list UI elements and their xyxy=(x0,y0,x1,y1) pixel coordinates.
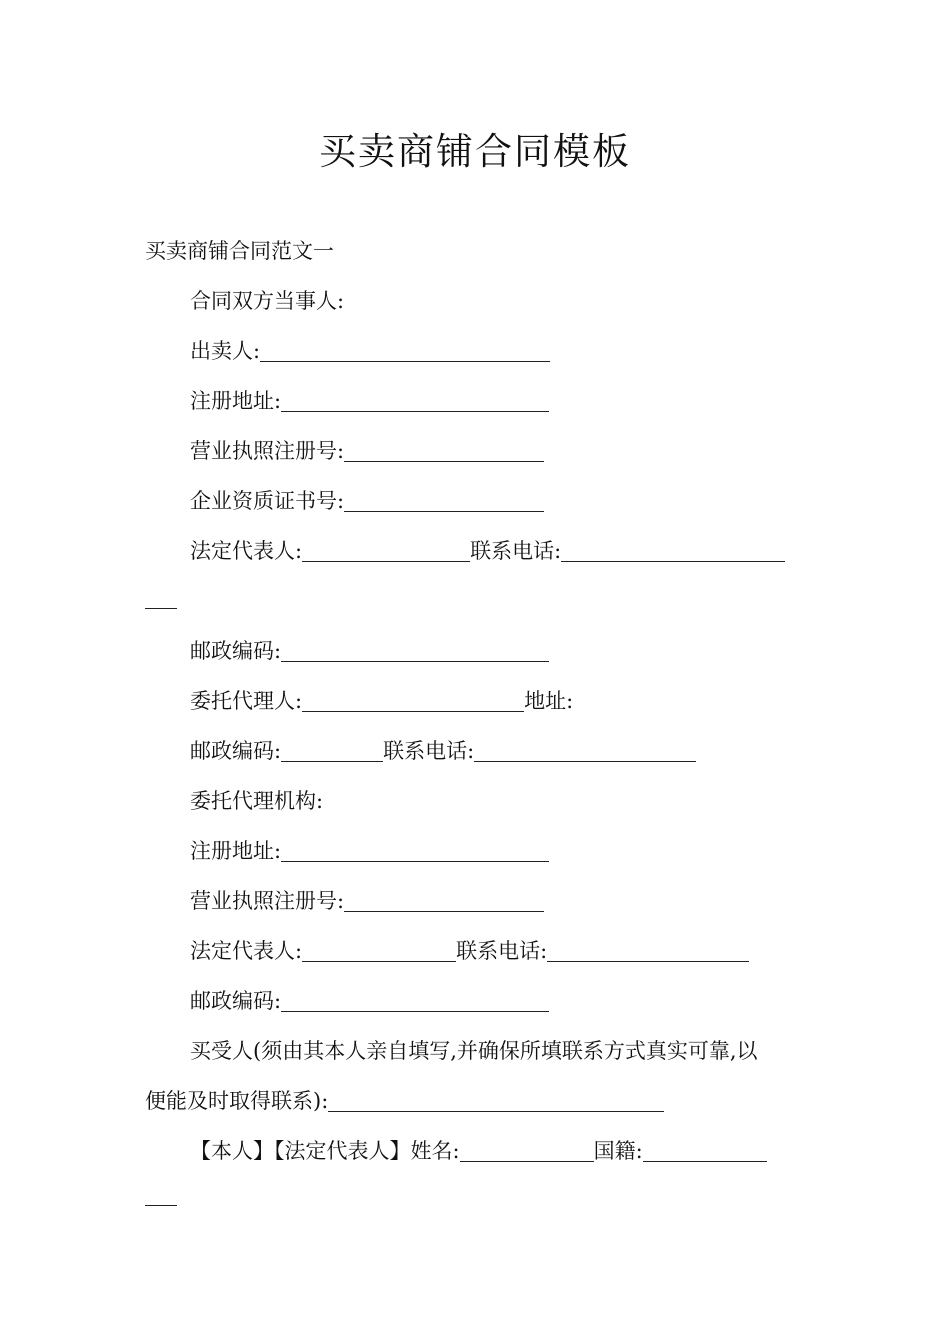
agency-line xyxy=(190,786,323,816)
parties-label: 合同双方当事人: xyxy=(190,289,345,313)
nationality-label: 国籍: xyxy=(593,1139,643,1163)
qualification-line xyxy=(190,486,544,516)
postcode-blank[interactable] xyxy=(281,989,549,1012)
address-label: 地址: xyxy=(524,689,574,713)
contact-phone-label: 联系电话: xyxy=(383,739,475,763)
legal-rep-line-1 xyxy=(190,536,785,566)
buyer-blank[interactable] xyxy=(328,1089,664,1112)
qualification-label: 企业资质证书号: xyxy=(190,489,345,513)
parties-line xyxy=(190,286,344,316)
postcode-label: 邮政编码: xyxy=(190,989,282,1013)
contact-phone-blank[interactable] xyxy=(547,939,749,962)
postcode-line-2 xyxy=(190,736,696,766)
license-no-line-2 xyxy=(190,886,544,916)
legal-rep-line-2 xyxy=(190,936,749,966)
document-title: 买卖商铺合同模板 xyxy=(319,130,631,173)
buyer-line-2 xyxy=(145,1086,664,1116)
reg-addr-label: 注册地址: xyxy=(190,839,282,863)
postcode-line-3 xyxy=(190,986,549,1016)
nationality-blank[interactable] xyxy=(643,1139,767,1162)
reg-addr-blank[interactable] xyxy=(281,389,549,412)
agent-label: 委托代理人: xyxy=(190,689,303,713)
contact-phone-label: 联系电话: xyxy=(456,939,548,963)
agency-label: 委托代理机构: xyxy=(190,789,324,813)
legal-rep-blank[interactable] xyxy=(302,939,456,962)
legal-rep-blank[interactable] xyxy=(302,539,470,562)
blank-continuation xyxy=(145,1205,177,1206)
legal-rep-label: 法定代表人: xyxy=(190,939,303,963)
postcode-blank[interactable] xyxy=(281,639,549,662)
postcode-label: 邮政编码: xyxy=(190,639,282,663)
postcode-label: 邮政编码: xyxy=(190,739,282,763)
reg-addr-blank[interactable] xyxy=(281,839,549,862)
seller-blank[interactable] xyxy=(260,339,550,362)
reg-addr-line-1 xyxy=(190,386,549,416)
section-heading-text: 买卖商铺合同范文一 xyxy=(145,239,334,263)
seller-line xyxy=(190,336,550,366)
name-blank[interactable] xyxy=(460,1139,594,1162)
buyer-instruction-cont: 便能及时取得联系): xyxy=(145,1089,329,1113)
agent-blank[interactable] xyxy=(302,689,524,712)
contact-phone-label: 联系电话: xyxy=(470,539,562,563)
seller-label: 出卖人: xyxy=(190,339,261,363)
license-no-label: 营业执照注册号: xyxy=(190,889,345,913)
license-no-line-1 xyxy=(190,436,544,466)
reg-addr-label: 注册地址: xyxy=(190,389,282,413)
license-no-blank[interactable] xyxy=(344,889,544,912)
legal-rep-label: 法定代表人: xyxy=(190,539,303,563)
blank-continuation xyxy=(145,608,177,609)
contact-phone-blank[interactable] xyxy=(474,739,696,762)
contact-phone-blank[interactable] xyxy=(561,539,785,562)
buyer-line-1 xyxy=(190,1036,758,1066)
self-name-label: 【本人】【法定代表人】姓名: xyxy=(190,1139,460,1163)
reg-addr-line-2 xyxy=(190,836,549,866)
buyer-instruction: 买受人(须由其本人亲自填写,并确保所填联系方式真实可靠,以 xyxy=(190,1039,758,1063)
section-heading xyxy=(145,236,334,266)
license-no-blank[interactable] xyxy=(344,439,544,462)
qualification-blank[interactable] xyxy=(344,489,544,512)
self-name-line xyxy=(190,1136,767,1166)
license-no-label: 营业执照注册号: xyxy=(190,439,345,463)
postcode-blank[interactable] xyxy=(281,739,383,762)
agent-line xyxy=(190,686,573,716)
postcode-line-1 xyxy=(190,636,549,666)
